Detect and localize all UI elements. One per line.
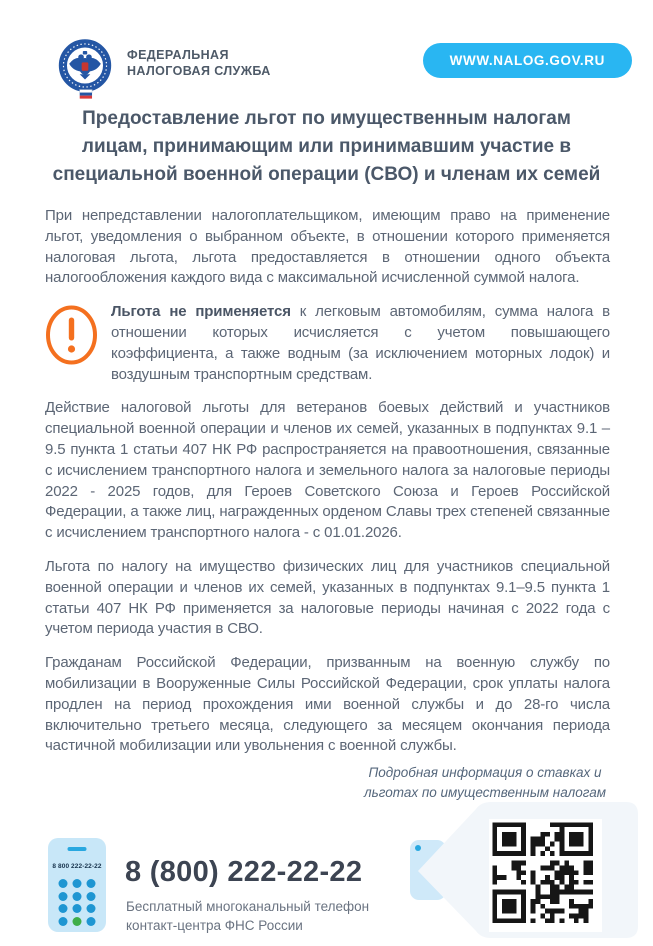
keypad-dot-green	[73, 917, 82, 926]
logo-line1: ФЕДЕРАЛЬНАЯ	[127, 48, 229, 62]
warning-text-bold: Льгота не применяется	[111, 303, 291, 321]
warning-text	[111, 302, 610, 385]
keypad-dot	[87, 892, 96, 901]
keypad-dot	[59, 917, 68, 926]
phone-keypad-icon	[48, 838, 106, 932]
keypad-dots	[59, 879, 96, 926]
page-title	[38, 105, 615, 189]
paragraph-mobilized-deadline: Гражданам Российской Федерации, призванным на военную службу по мобилизации в Вооруженные Силы Российской Федерации, срок уплаты налога продлен на период прохождения ими военной службы и до 28-го числа включительно третьего месяца, следующего за месяцем окончания периода частичной мобилизации или увольнения с военной службы.	[45, 654, 610, 755]
phone-icon-label: 8 800 222-22-22	[52, 863, 102, 870]
keypad-dot	[73, 892, 82, 901]
hotline-number: 8 (800) 222-22-22	[125, 856, 363, 888]
hotline-caption	[126, 897, 369, 935]
phone-speaker	[68, 847, 87, 851]
qr-code-icon	[489, 819, 602, 932]
exclamation-circle-icon	[45, 304, 98, 371]
keypad-dot	[87, 879, 96, 888]
warning-text-rest: к легковым автомобилям, сумма налога в отношении которых исчисляется с учетом повышающего коэффициента, а также водным (за исключением моторных лодок) и воздушным транспортным средствам.	[111, 303, 610, 383]
fns-eagle-emblem-icon	[56, 38, 114, 105]
body-column	[45, 206, 610, 757]
qr-note-line1: Подробная информация о ставках и	[368, 765, 602, 781]
keypad-dot	[73, 879, 82, 888]
title-line-2: лицам, принимающим или принимавшим участие в	[81, 136, 572, 157]
logo-line2: НАЛОГОВАЯ СЛУЖБА	[127, 63, 271, 78]
logo-text	[127, 48, 271, 79]
keypad-dot	[87, 904, 96, 913]
keypad-dot	[59, 879, 68, 888]
paragraph-unrepresented-object: При непредставлении налогоплательщиком, имеющим право на применение льгот, уведомления о выбранном объекте, в отношении которого применяется налоговая льгота, льгота предоставляется в отношении одного объекта налогообложения каждого вида с максимальной исчисленной суммой налога.	[45, 207, 610, 287]
header	[0, 0, 653, 100]
title-line-1: Предоставление льгот по имущественным налогам	[82, 108, 571, 129]
keypad-dot	[87, 917, 96, 926]
keypad-dot	[59, 904, 68, 913]
qr-note-line2: льготах по имущественным налогам	[364, 785, 606, 801]
hotline-caption-line1: Бесплатный многоканальный телефон	[126, 899, 370, 914]
keypad-dot	[73, 904, 82, 913]
keypad-dot	[59, 892, 68, 901]
paragraph-property-tax-benefit: Льгота по налогу на имущество физических лиц для участников специальной военной операции и членов их семей, указанных в подпунктах 9.1–9.5 пункта 1 статьи 407 НК РФ применяется за налоговые периоды начиная с 2022 года с учетом периода участия в СВО.	[45, 557, 610, 638]
warning-block	[45, 302, 610, 385]
website-button[interactable]: WWW.NALOG.GOV.RU	[423, 43, 632, 78]
paragraph-veterans-benefit: Действие налоговой льготы для ветеранов боевых действий и участников специальной военной операции и членов их семей, указанных в подпунктах 9.1 – 9.5 пункта 1 статьи 407 НК РФ распространяется на правоотношения, связанные с исчислением транспортного налога и земельного налога за налоговые периоды 2022 - 2025 годов, для Героев Советского Союза и Героев Российской Федерации, а также лиц, награжденных орденом Славы трех степеней связанные с исчислением транспортного налога - с 01.01.2026.	[45, 399, 610, 542]
hotline-caption-line2: контакт-центра ФНС России	[126, 918, 303, 933]
title-line-3: специальной военной операции (СВО) и членам их семей	[52, 164, 601, 185]
